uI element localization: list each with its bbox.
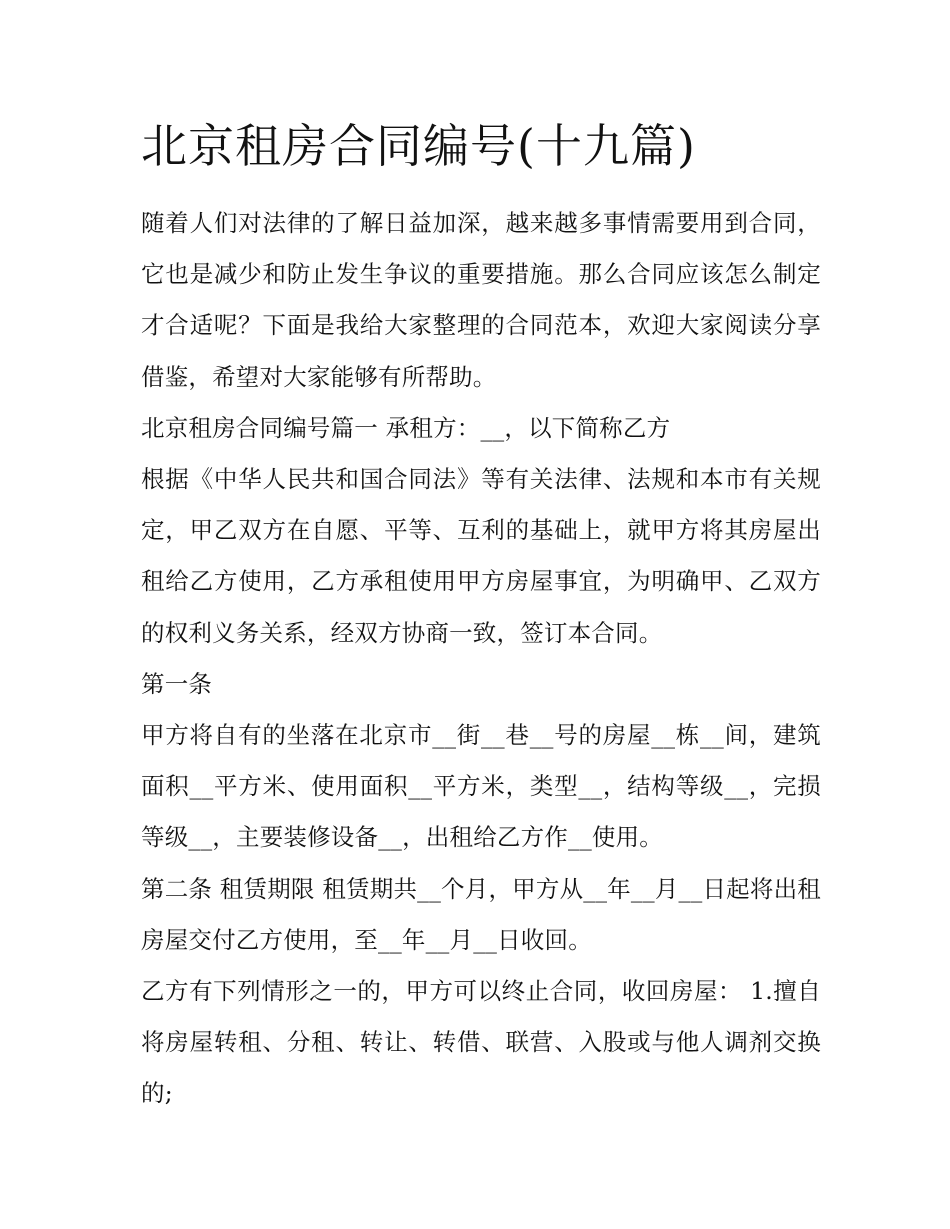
termination-paragraph: 乙方有下列情形之一的，甲方可以终止合同，收回房屋： 1.擅自将房屋转租、分租、转让、转借、联营、入股或与他人调剂交换的; [141,977,821,1108]
document-page [141,0,821,1229]
article-one-heading: 第一条 [141,669,213,698]
article-one-paragraph: 甲方将自有的坐落在北京市__街__巷__号的房屋__栋__间，建筑面积__平方米、使用面积__平方米，类型__，结构等级__，完损等级__，主要装修设备__，出租给乙方作__使用。 [141,721,821,852]
section-heading-paragraph: 北京租房合同编号篇一 承租方：__，以下简称乙方 [141,413,671,442]
preamble-paragraph: 根据《中华人民共和国合同法》等有关法律、法规和本市有关规定，甲乙双方在自愿、平等、互利的基础上，就甲方将其房屋出租给乙方使用，乙方承租使用甲方房屋事宜，为明确甲、乙双方的权利义务关系，经双方协商一致，签订本合同。 [141,465,821,647]
document-body [141,198,821,1120]
intro-paragraph: 随着人们对法律的了解日益加深，越来越多事情需要用到合同，它也是减少和防止发生争议的重要措施。那么合同应该怎么制定才合适呢？下面是我给大家整理的合同范本，欢迎大家阅读分享借鉴，希望对大家能够有所帮助。 [141,209,821,391]
article-two-paragraph: 第二条 租赁期限 租赁期共__个月，甲方从__年__月__日起将出租房屋交付乙方使用，至__年__月__日收回。 [141,874,821,954]
document-title: 北京租房合同编号(十九篇) [141,119,696,173]
